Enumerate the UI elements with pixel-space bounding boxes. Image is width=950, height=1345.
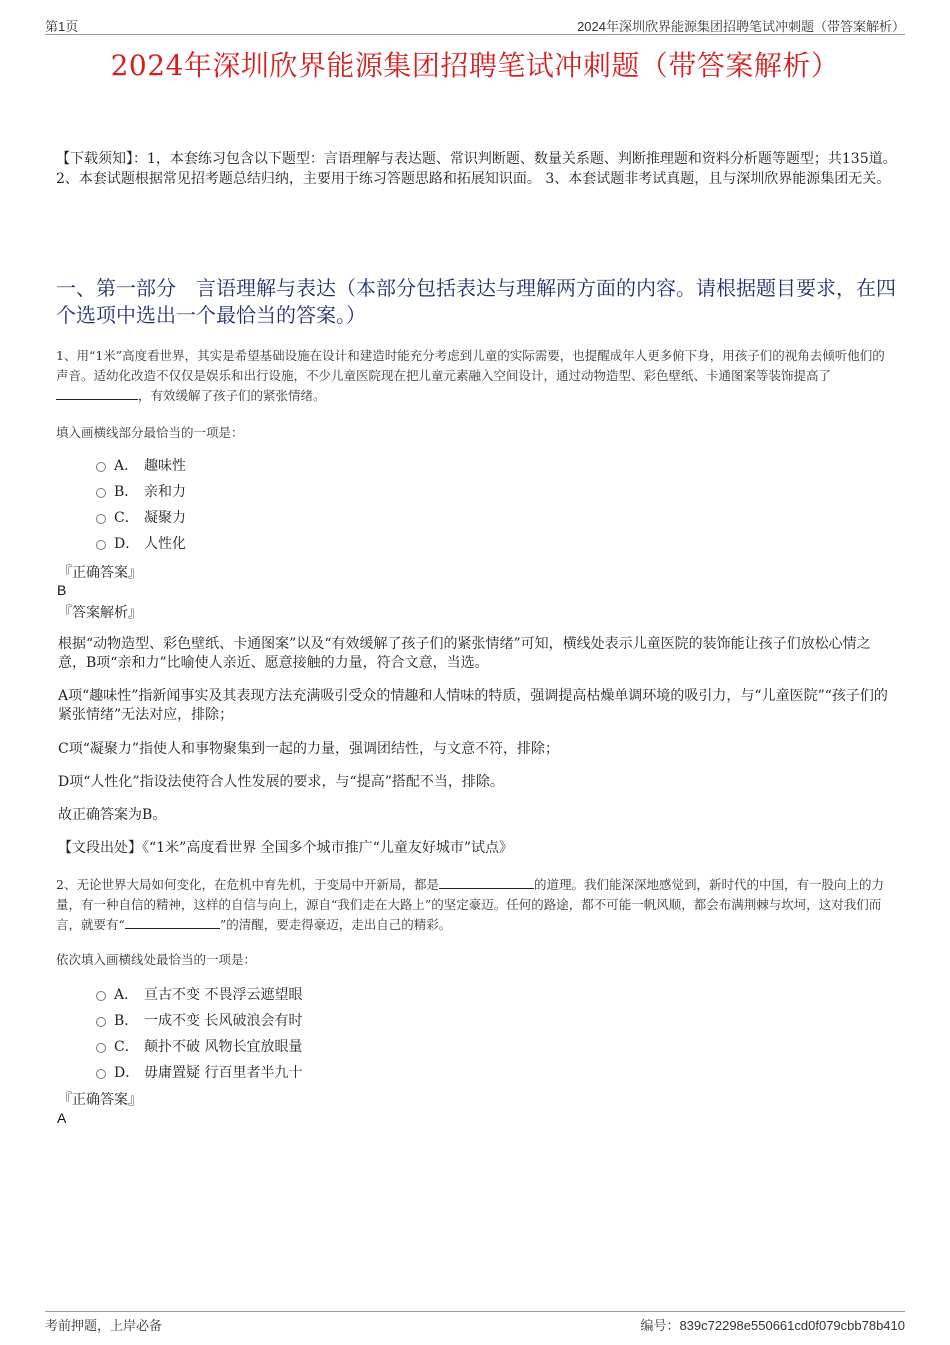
option-letter: A． xyxy=(114,458,139,474)
question-2-text-part1: 2、无论世界大局如何变化，在危机中育先机，于变局中开新局，都是 xyxy=(56,877,439,892)
source-citation: 【文段出处】《“1米”高度看世界 全国多个城市推广“儿童友好城市”试点》 xyxy=(58,840,513,856)
correct-answer-label: 『正确答案』 xyxy=(58,1092,142,1108)
question-1-text-after: ，有效缓解了孩子们的紧张情绪。 xyxy=(138,388,326,403)
page-header xyxy=(45,14,905,35)
page-footer xyxy=(45,1311,905,1332)
radio-button-icon[interactable] xyxy=(96,462,106,472)
option-b[interactable] xyxy=(96,1007,302,1033)
option-text: 亘古不变 不畏浮云遮望眼 xyxy=(144,987,303,1003)
correct-answer: B xyxy=(57,582,67,598)
page-number: 第1页 xyxy=(45,19,79,34)
question-1-text xyxy=(56,346,894,406)
radio-button-icon[interactable] xyxy=(96,488,106,498)
option-letter: D． xyxy=(114,1065,140,1081)
radio-button-icon[interactable] xyxy=(96,1017,106,1027)
option-letter: A． xyxy=(114,987,139,1003)
question-1-prompt: 填入画横线部分最恰当的一项是： xyxy=(56,425,244,440)
radio-button-icon[interactable] xyxy=(96,514,106,524)
question-1-options xyxy=(96,452,186,556)
document-id: 编号：839c72298e550661cd0f079cbb78b410 xyxy=(640,1318,905,1333)
option-c[interactable] xyxy=(96,1033,302,1059)
radio-button-icon[interactable] xyxy=(96,540,106,550)
option-letter: C． xyxy=(114,1039,139,1055)
header-doc-title: 2024年深圳欣界能源集团招聘笔试冲刺题（带答案解析） xyxy=(577,19,905,34)
analysis-paragraph: A项“趣味性”指新闻事实及其表现方法充满吸引受众的情趣和人情味的特质，强调提高枯燥单调环境的吸引力，与“儿童医院”“孩子们的紧张情绪”无法对应，排除； xyxy=(58,688,888,723)
option-text: 趣味性 xyxy=(144,458,186,474)
question-2-options xyxy=(96,981,302,1085)
analysis-paragraph: C项“凝聚力”指使人和事物聚集到一起的力量，强调团结性，与文意不符，排除； xyxy=(58,741,560,757)
radio-button-icon[interactable] xyxy=(96,1069,106,1079)
option-text: 颠扑不破 风物长宜放眼量 xyxy=(144,1039,303,1055)
correct-answer: A xyxy=(57,1110,67,1126)
answer-blank xyxy=(439,875,534,889)
option-letter: D． xyxy=(114,536,140,552)
analysis-label: 『答案解析』 xyxy=(58,605,142,621)
answer-blank xyxy=(125,915,220,929)
question-1-text-before: 1、用“1米”高度看世界，其实是希望基础设施在设计和建造时能充分考虑到儿童的实际需要，也提醒成年人更多俯下身，用孩子们的视角去倾听他们的声音。适幼化改造不仅仅是娱乐和出行设施，不少儿童医院现在把儿童元素融入空间设计，通过动物造型、彩色壁纸、卡通图案等装饰提高了 xyxy=(56,348,885,383)
option-text: 亲和力 xyxy=(144,484,186,500)
analysis-paragraph: D项“人性化”指设法使符合人性发展的要求，与“提高”搭配不当，排除。 xyxy=(58,774,504,790)
question-2-text xyxy=(56,875,894,935)
analysis-paragraph: 根据“动物造型、彩色壁纸、卡通图案”以及“有效缓解了孩子们的紧张情绪”可知，横线处表示儿童医院的装饰能让孩子们放松心情之意，B项“亲和力”比喻使人亲近、愿意接触的力量，符合文意，当选。 xyxy=(58,636,871,671)
option-text: 一成不变 长风破浪会有时 xyxy=(144,1013,303,1029)
radio-button-icon[interactable] xyxy=(96,1043,106,1053)
option-letter: B． xyxy=(114,484,139,500)
option-text: 毋庸置疑 行百里者半九十 xyxy=(144,1065,303,1081)
option-letter: B． xyxy=(114,1013,139,1029)
analysis-conclusion: 故正确答案为B。 xyxy=(58,807,167,823)
footer-slogan: 考前押题，上岸必备 xyxy=(45,1319,163,1334)
question-2-text-part2: 的道理。我们能深深地感觉到，新时代的中国，有一股向上的力量，有一种自信的精神，这样的自信与向上，源自“我们走在大路上”的坚定豪迈。任何的路途，都不可能一帆风顺，都会布满荆棘与坎坷，这对我们而言，就要有“ xyxy=(56,877,884,932)
option-a[interactable] xyxy=(96,981,302,1007)
option-d[interactable] xyxy=(96,530,186,556)
question-2-prompt: 依次填入画横线处最恰当的一项是： xyxy=(56,952,257,967)
option-a[interactable] xyxy=(96,452,186,478)
answer-blank xyxy=(56,386,138,400)
radio-button-icon[interactable] xyxy=(96,991,106,1001)
option-c[interactable] xyxy=(96,504,186,530)
correct-answer-label: 『正确答案』 xyxy=(58,565,142,581)
document-title: 2024年深圳欣界能源集团招聘笔试冲刺题（带答案解析） xyxy=(110,49,840,82)
section-heading: 一、第一部分 言语理解与表达（本部分包括表达与理解两方面的内容。请根据题目要求，在四个选项中选出一个最恰当的答案。） xyxy=(56,276,896,327)
question-2-text-part3: ”的清醒，要走得豪迈，走出自己的精彩。 xyxy=(219,917,452,932)
option-d[interactable] xyxy=(96,1059,302,1085)
download-notice: 【下载须知】：1，本套练习包含以下题型：言语理解与表达题、常识判断题、数量关系题、判断推理题和资料分析题等题型；共135道。 2、本套试题根据常见招考题总结归纳，主要用于练习答题思路和拓展知识面。 3、本套试题非考试真题，且与深圳欣界能源集团无关。 xyxy=(56,151,897,187)
option-b[interactable] xyxy=(96,478,186,504)
option-letter: C． xyxy=(114,510,139,526)
option-text: 人性化 xyxy=(144,536,186,552)
option-text: 凝聚力 xyxy=(144,510,186,526)
